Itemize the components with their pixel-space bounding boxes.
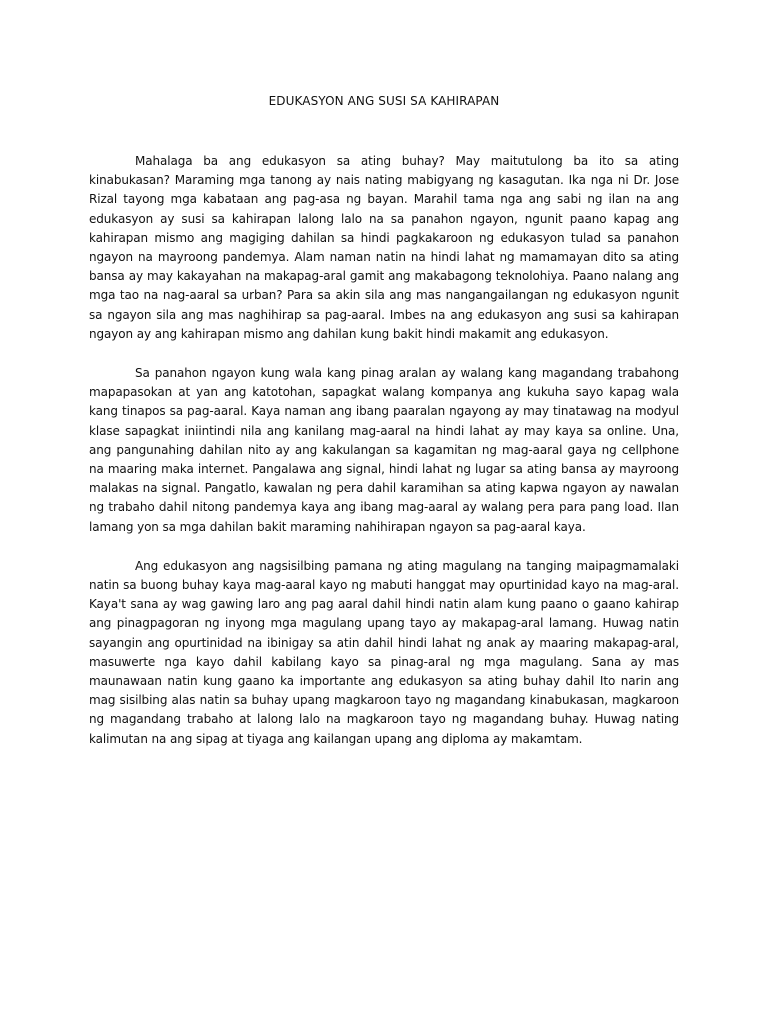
paragraph-2: Sa panahon ngayon kung wala kang pinag aralan ay walang kang magandang trabahong mapapasokan at yan ang katotohan, sapagkat walang kompanya ang kukuha sayo kapag wala kang tinapos sa pag-aaral. Kaya naman ang ibang paaralan ngayong ay may tinatawag na modyul klase sapagkat iniintindi nila ang kanilang mag-aaral na hindi lahat ay may kaya sa online. Una, ang pangunahing dahilan nito ay ang kakulangan sa kagamitan ng mag-aaral gaya ng cellphone na maaring maka internet. Pangalawa ang signal, hindi lahat ng lugar sa ating bansa ay mayroong malakas na signal. Pangatlo, kawalan ng pera dahil karamihan sa ating kapwa ngayon ay nawalan ng trabaho dahil nitong pandemya kaya ang ibang mag-aaral ay walang pera para pang load. Ilan lamang yon sa mga dahilan bakit maraming nahihirapan ngayon sa pag-aaral kaya. xyxy=(89,366,679,534)
paragraph-3: Ang edukasyon ang nagsisilbing pamana ng ating magulang na tanging maipagmamalaki natin sa buong buhay kaya mag-aaral kayo ng mabuti hanggat may opurtinidad kayo na mag-aral. Kaya't sana ay wag gawing laro ang pag aaral dahil hindi natin alam kung paano o gaano kahirap ang pinagpagoran ng inyong mga magulang upang tayo ay makapag-aral lamang. Huwag natin sayangin ang opurtinidad na ibinigay sa atin dahil hindi lahat ng anak ay maaring makapag-aral, masuwerte nga kayo dahil kabilang kayo sa pinag-aral ng mga magulang. Sana ay mas maunawaan natin kung gaano ka importante ang edukasyon sa ating buhay dahil Ito narin ang mag sisilbing alas natin sa buhay upang magkaroon tayo ng magandang kinabukasan, magkaroon ng magandang trabaho at lalong lalo na magkaroon tayo ng magandang buhay. Huwag nating kalimutan na ang sipag at tiyaga ang kailangan upang ang diploma ay makamtam. xyxy=(89,558,679,746)
document-body xyxy=(89,152,679,769)
paragraph-1: Mahalaga ba ang edukasyon sa ating buhay? May maitutulong ba ito sa ating kinabukasan? Maraming mga tanong ay nais nating mabigyang ng kasagutan. Ika nga ni Dr. Jose Rizal tayong mga kabataan ang pag-asa ng bayan. Marahil tama nga ang sabi ng ilan na ang edukasyon ay susi sa kahirapan lalong lalo na sa panahon ngayon, ngunit paano kapag ang kahirapan mismo ang magiging dahilan sa hindi pagkakaroon ng edukasyon tulad sa panahon ngayon na mayroong pandemya. Alam naman natin na hindi lahat ng mamamayan dito sa ating bansa ay may kakayahan na makapag-aral gamit ang makabagong teknolohiya. Paano nalang ang mga tao na nag-aaral sa urban? Para sa akin sila ang mas nangangailangan ng edukasyon ngunit sa ngayon sila ang mas naghihirap sa pag-aaral. Imbes na ang edukasyon ang susi sa kahirapan ngayon ay ang kahirapan mismo ang dahilan kung bakit hindi makamit ang edukasyon. xyxy=(89,154,679,341)
document-title: EDUKASYON ANG SUSI SA KAHIRAPAN xyxy=(268,94,500,108)
